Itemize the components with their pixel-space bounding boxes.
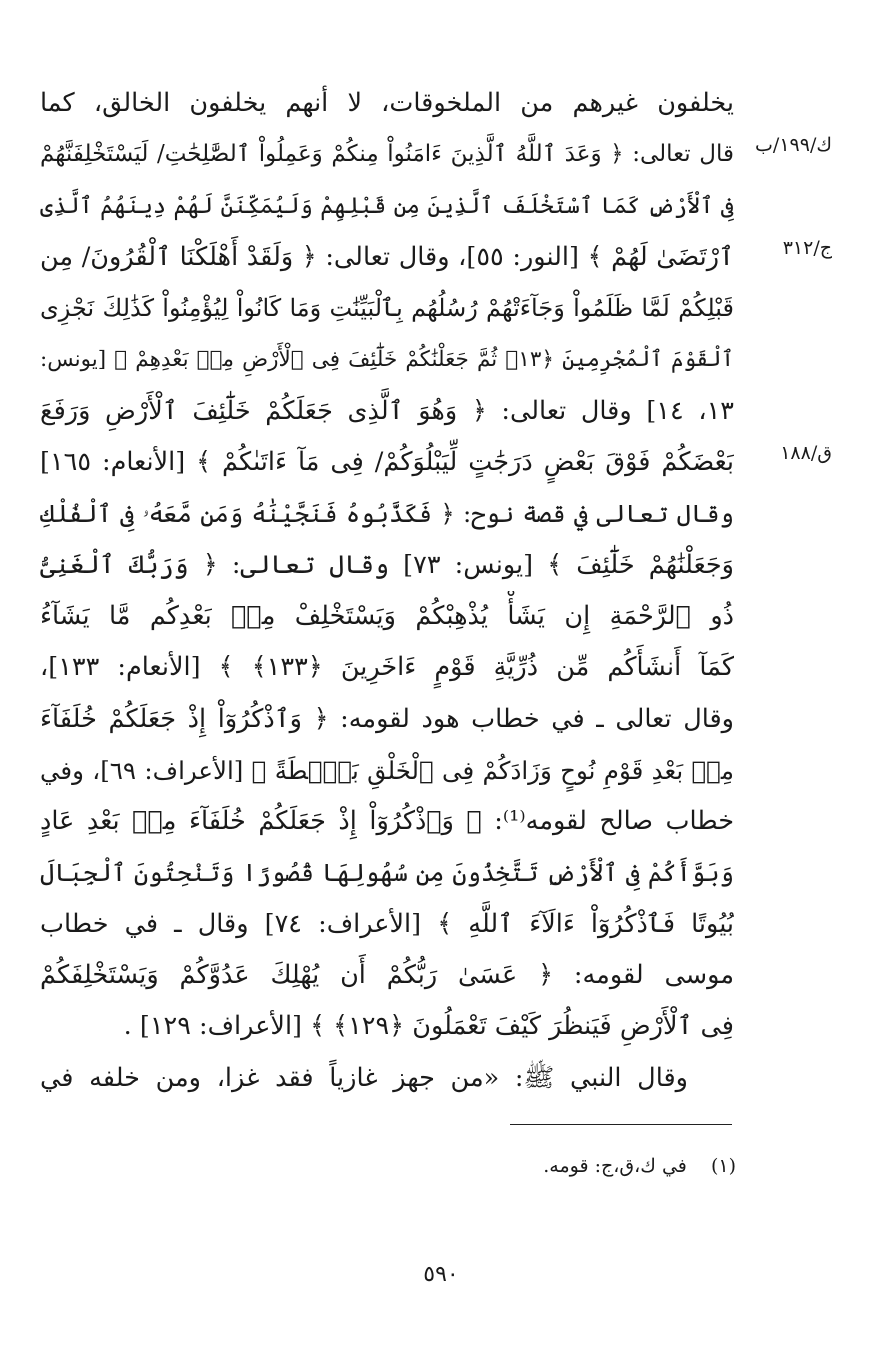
text-line: ٱرْتَضَىٰ لَهُمْ ﴾ [النور: ٥٥]، وقال تعالى: ﴿ وَلَقَدْ أَهْلَكْنَا ٱلْقُرُونَ/ مِن xyxy=(40,241,734,272)
text-line: وقال النبي ﷺ: «من جهز غازياً فقد غزا، ومن خلفه في xyxy=(40,1062,688,1093)
margin-note-ms-k: ك/١٩٩/ب xyxy=(755,134,832,156)
main-text xyxy=(40,78,734,1104)
text-line: قال تعالى: ﴿ وَعَدَ ٱللَّهُ ٱلَّذِينَ ءَامَنُواْ مِنكُمْ وَعَمِلُواْ ٱلصَّٰلِحَٰتِ/ لَيَسْتَخْلِفَنَّهُمْ xyxy=(40,141,734,168)
margin-note-ms-q: ق/١٨٨ xyxy=(780,442,832,464)
text-line: مِنۢ بَعْدِ قَوْمِ نُوحٍ وَزَادَكُمْ فِى ٱلْخَلْقِ بَصْۜطَةً ﴾ [الأعراف: ٦٩]، وفي xyxy=(40,755,734,785)
text-line: ١٣، ١٤] وقال تعالى: ﴿ وَهُوَ ٱلَّذِى جَعَلَكُمْ خَلَٰٓئِفَ ٱلْأَرْضِ وَرَفَعَ xyxy=(40,395,734,426)
text-line: وَبَوَّأَكُمْ فِى ٱلْأَرْضِ تَتَّخِذُونَ مِن سُهُولِهَا قُصُورًا وَتَنْحِتُونَ ٱلْجِبَالَ xyxy=(40,858,734,888)
text-line: وقال تعالى في قصة نوح: ﴿ فَكَذَّبُوهُ فَنَجَّيْنَٰهُ وَمَن مَّعَهُۥ فِى ٱلْفُلْكِ xyxy=(40,499,734,529)
text-line: يخلفون غيرهم من الملخوقات، لا أنهم يخلفون الخالق، كما xyxy=(40,88,734,118)
margin-note-ms-j: ج/٣١٢ xyxy=(782,237,832,259)
page-number: ٥٩٠ xyxy=(423,1262,459,1287)
text-line: فِى ٱلْأَرْضِ كَمَا ٱسْتَخْلَفَ ٱلَّذِينَ مِن قَبْلِهِمْ وَلَيُمَكِّنَنَّ لَهُمْ دِينَهُمُ ٱلَّذِى xyxy=(40,192,734,219)
text-line: قَبْلِكُمْ لَمَّا ظَلَمُواْ وَجَآءَتْهُمْ رُسُلُهُم بِٱلْبَيِّنَٰتِ وَمَا كَانُواْ لِيُؤْمِنُواْ كَذَٰلِكَ نَجْزِى xyxy=(40,294,734,323)
text-line: خطاب صالح لقومه⁽¹⁾: ﴿ وَٱذْكُرُوٓاْ إِذْ جَعَلَكُمْ خُلَفَآءَ مِنۢ بَعْدِ عَادٍ xyxy=(40,806,734,837)
text-line: ٱلْقَوْمَ ٱلْمُجْرِمِينَ ﴿١٣﴾ ثُمَّ جَعَلْنَٰكُمْ خَلَٰٓئِفَ فِى ٱلْأَرْضِ مِنۢ بَعْدِهِمْ ﴾ [يونس: xyxy=(40,347,734,373)
text-line: فِى ٱلْأَرْضِ فَيَنظُرَ كَيْفَ تَعْمَلُونَ ﴿١٢٩﴾ ﴾ [الأعراف: ١٢٩] . xyxy=(123,1011,734,1042)
text-line: بَعْضَكُمْ فَوْقَ بَعْضٍ دَرَجَٰتٍ لِّيَبْلُوَكُمْ/ فِى مَآ ءَاتَىٰكُمْ ﴾ [الأنعام: ١٦٥] xyxy=(40,447,734,478)
text-line: وَجَعَلْنَٰهُمْ خَلَٰٓئِفَ ﴾ [يونس: ٧٣] وقال تعالى: ﴿ وَرَبُّكَ ٱلْغَنِىُّ xyxy=(40,549,734,580)
footnote-text: في ك،ق،ج: قومه. xyxy=(543,1155,687,1177)
text-line: وقال تعالى ـ في خطاب هود لقومه: ﴿ وَٱذْكُرُوٓاْ إِذْ جَعَلَكُمْ خُلَفَآءَ xyxy=(40,703,734,734)
footnote-number: (١) xyxy=(710,1155,736,1177)
text-line: موسى لقومه: ﴿ عَسَىٰ رَبُّكُمْ أَن يُهْلِكَ عَدُوَّكُمْ وَيَسْتَخْلِفَكُمْ xyxy=(40,960,734,991)
text-line: بُيُوتًا فَٱذْكُرُوٓاْ ءَالَآءَ ٱللَّهِ ﴾ [الأعراف: ٧٤] وقال ـ في خطاب xyxy=(40,908,734,939)
text-line: ذُو ٱلرَّحْمَةِ إِن يَشَأْ يُذْهِبْكُمْ وَيَسْتَخْلِفْ مِنۢ بَعْدِكُم مَّا يَشَآءُ xyxy=(40,600,734,631)
text-line: كَمَآ أَنشَأَكُم مِّن ذُرِّيَّةِ قَوْمٍ ءَاخَرِينَ ﴿١٣٣﴾ ﴾ [الأنعام: ١٣٣]، xyxy=(40,652,734,683)
footnote-separator xyxy=(510,1124,732,1125)
footnote xyxy=(543,1155,736,1177)
